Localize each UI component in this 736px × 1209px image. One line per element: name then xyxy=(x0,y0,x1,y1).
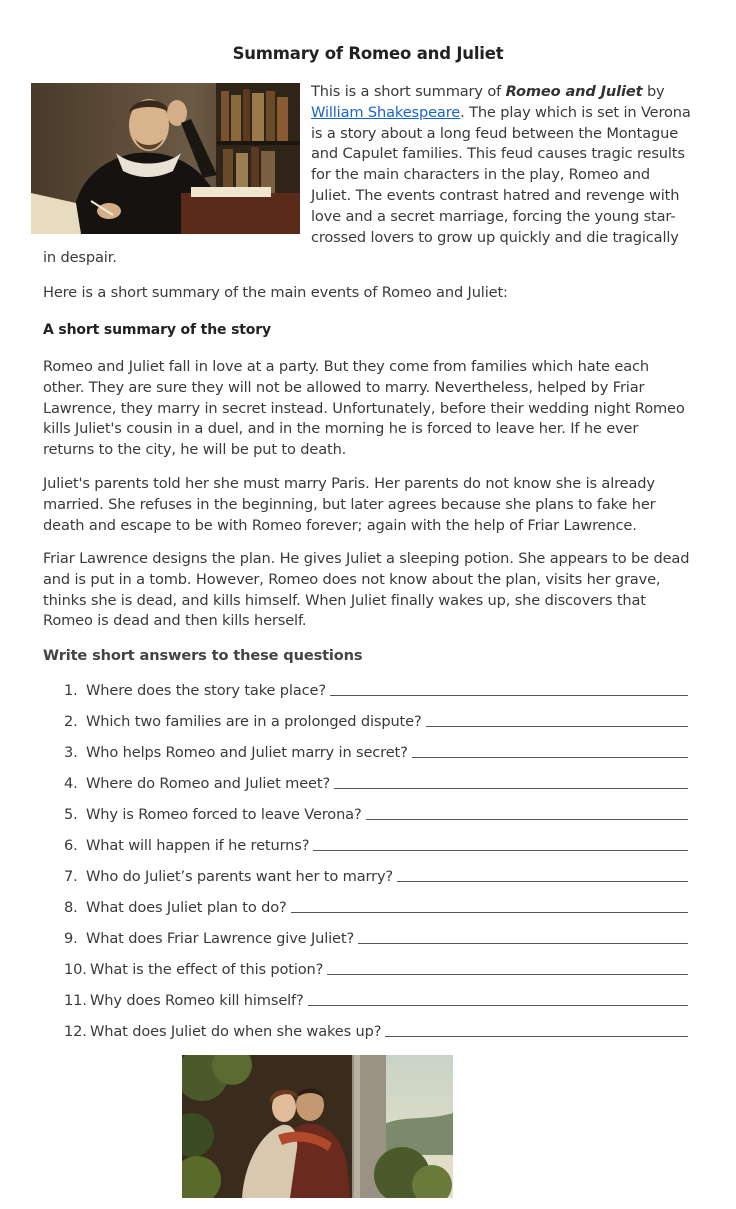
intro-text-start: This is a short summary of xyxy=(311,83,506,100)
question-text: What will happen if he returns? xyxy=(86,837,310,854)
question-number: 5. xyxy=(64,806,78,823)
question-item xyxy=(64,866,694,897)
answer-line[interactable] xyxy=(334,773,688,789)
lead-in-text: Here is a short summary of the main events of Romeo and Juliet: xyxy=(43,284,508,301)
romeo-juliet-painting-image xyxy=(182,1055,453,1198)
question-number: 2. xyxy=(64,713,78,730)
answer-line[interactable] xyxy=(426,711,688,727)
intro-paragraph xyxy=(43,82,693,269)
question-text: Which two families are in a prolonged dispute? xyxy=(86,713,422,730)
answer-line[interactable] xyxy=(308,990,688,1006)
question-number: 11. xyxy=(64,992,87,1009)
question-item xyxy=(64,773,694,804)
question-item xyxy=(64,804,694,835)
question-item xyxy=(64,990,694,1021)
question-text: Who do Juliet’s parents want her to marry? xyxy=(86,868,394,885)
question-item xyxy=(64,835,694,866)
question-text: Where do Romeo and Juliet meet? xyxy=(86,775,331,792)
question-number: 4. xyxy=(64,775,78,792)
question-number: 10. xyxy=(64,961,87,978)
answer-line[interactable] xyxy=(397,866,688,882)
answer-line[interactable] xyxy=(291,897,688,913)
question-item xyxy=(64,928,694,959)
question-text: Where does the story take place? xyxy=(86,682,326,699)
question-number: 8. xyxy=(64,899,78,916)
intro-text-end: . The play which is set in Verona is a story about a long feud between the Montague and Capulet families. This feud causes tragic results for the main characters in the play, Romeo and Juliet. The events contrast hatred and revenge with love and a secret marriage, forcing the young star-crossed lovers to grow up quickly and die tragically in despair. xyxy=(43,103,691,267)
intro-by: by xyxy=(642,83,665,100)
answer-line[interactable] xyxy=(313,835,688,851)
question-text: What does Juliet do when she wakes up? xyxy=(90,1023,382,1040)
story-heading: A short summary of the story xyxy=(43,322,272,338)
answer-line[interactable] xyxy=(327,959,688,975)
question-item xyxy=(64,959,694,990)
questions-list xyxy=(64,680,694,1052)
story-paragraph-1: Romeo and Juliet fall in love at a party. But they come from families which hate each other. They are sure they will not be allowed to marry. Nevertheless, helped by Friar Lawrence, they marry in secret instead. Unfortunately, before their wedding night Romeo kills Juliet's cousin in a duel, and in the morning he is forced to leave her. If he ever returns to the city, he will be put to death. xyxy=(43,358,685,459)
question-text: Why is Romeo forced to leave Verona? xyxy=(86,806,362,823)
answer-line[interactable] xyxy=(358,928,688,944)
page-title: Summary of Romeo and Juliet xyxy=(232,44,504,63)
answer-line[interactable] xyxy=(366,804,688,820)
answer-line[interactable] xyxy=(330,680,688,696)
author-link[interactable]: William Shakespeare xyxy=(311,103,461,121)
question-number: 12. xyxy=(64,1023,87,1040)
question-number: 7. xyxy=(64,868,78,885)
play-title: Romeo and Juliet xyxy=(505,83,643,100)
question-text: Who helps Romeo and Juliet marry in secret? xyxy=(86,744,408,761)
question-text: What does Juliet plan to do? xyxy=(86,899,287,916)
question-item xyxy=(64,742,694,773)
question-item xyxy=(64,711,694,742)
question-item xyxy=(64,680,694,711)
question-number: 3. xyxy=(64,744,78,761)
answer-line[interactable] xyxy=(412,742,688,758)
story-paragraph-2: Juliet's parents told her she must marry Paris. Her parents do not know she is already married. She refuses in the beginning, but later agrees because she plans to fake her death and escape to be with Romeo forever; again with the help of Friar Lawrence. xyxy=(43,475,656,534)
question-text: What does Friar Lawrence give Juliet? xyxy=(86,930,355,947)
question-item xyxy=(64,897,694,928)
answer-line[interactable] xyxy=(385,1021,688,1037)
question-text: Why does Romeo kill himself? xyxy=(90,992,304,1009)
question-number: 9. xyxy=(64,930,78,947)
question-item xyxy=(64,1021,694,1052)
question-number: 1. xyxy=(64,682,78,699)
story-paragraph-3: Friar Lawrence designs the plan. He gives Juliet a sleeping potion. She appears to be dead and is put in a tomb. However, Romeo does not know about the plan, visits her grave, thinks she is dead, and kills himself. When Juliet finally wakes up, she discovers that Romeo is dead and then kills herself. xyxy=(43,550,690,630)
questions-heading: Write short answers to these questions xyxy=(43,647,363,664)
question-text: What is the effect of this potion? xyxy=(90,961,324,978)
question-number: 6. xyxy=(64,837,78,854)
image-spacer xyxy=(43,82,311,248)
